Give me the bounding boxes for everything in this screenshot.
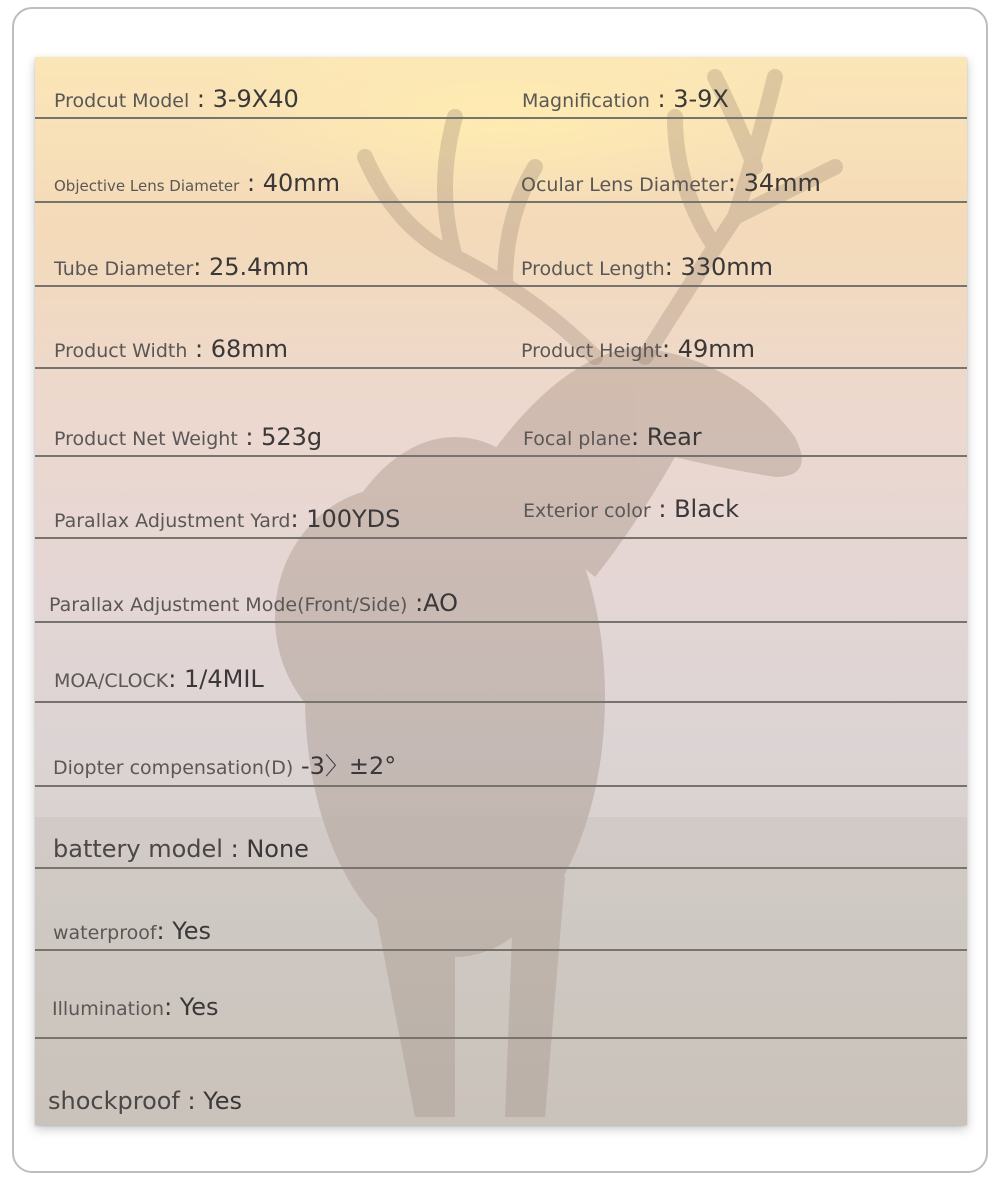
spec-value: 25.4mm xyxy=(208,253,310,281)
spec-label: Illumination xyxy=(52,998,165,1020)
spec-value: Yes xyxy=(179,993,219,1021)
spec-parallax-mode xyxy=(49,589,458,617)
spec-row-7 xyxy=(35,539,967,623)
spec-label: waterproof xyxy=(53,922,157,944)
spec-sep: : xyxy=(407,589,424,617)
spec-width xyxy=(54,335,288,363)
spec-battery xyxy=(53,835,309,863)
spec-label: Objective Lens Diameter xyxy=(54,177,240,195)
spec-sep xyxy=(293,752,301,780)
spec-label: battery model xyxy=(53,835,223,863)
spec-weight xyxy=(54,423,322,451)
spec-value: Yes xyxy=(203,1087,242,1115)
spec-sep: : xyxy=(650,495,675,523)
spec-objective xyxy=(54,169,340,197)
spec-row-13 xyxy=(35,1039,967,1125)
spec-label: shockproof xyxy=(48,1087,180,1115)
spec-sheet xyxy=(35,57,967,1125)
spec-sep: : xyxy=(290,505,307,533)
spec-sep: : xyxy=(727,169,744,197)
spec-label: Tube Diameter xyxy=(54,258,194,280)
spec-label: Diopter compensation(D) xyxy=(53,757,294,779)
spec-label: Parallax Adjustment Mode(Front/Side) xyxy=(49,594,408,616)
spec-row-3 xyxy=(35,203,967,287)
spec-value: Rear xyxy=(646,423,702,451)
spec-value: 40mm xyxy=(262,169,340,197)
spec-row-8 xyxy=(35,623,967,703)
spec-label: Ocular Lens Diameter xyxy=(521,174,728,196)
spec-value: 523g xyxy=(261,423,323,451)
spec-label: Focal plane xyxy=(523,428,631,450)
spec-illumination xyxy=(52,993,219,1021)
spec-sep: : xyxy=(239,169,263,197)
spec-label: Product Length xyxy=(521,258,665,280)
spec-row-4 xyxy=(35,287,967,369)
spec-shockproof xyxy=(48,1087,242,1115)
spec-value: AO xyxy=(423,589,459,617)
spec-row-1 xyxy=(35,57,967,119)
spec-exterior-color xyxy=(523,495,739,523)
spec-sep: : xyxy=(179,1087,204,1115)
spec-diopter xyxy=(53,746,396,781)
spec-row-12 xyxy=(35,951,967,1039)
spec-height xyxy=(521,335,755,363)
spec-sep: : xyxy=(156,917,173,945)
spec-sep: : xyxy=(164,993,180,1021)
spec-label: Product Net Weight xyxy=(54,428,238,450)
spec-row-2 xyxy=(35,119,967,203)
spec-sep: : xyxy=(664,253,681,281)
spec-sep: : xyxy=(222,835,247,863)
spec-value: Black xyxy=(674,495,740,523)
spec-value: 1/4MIL xyxy=(184,665,264,693)
spec-row-11 xyxy=(35,869,967,951)
spec-value: 3-9X xyxy=(673,85,729,113)
spec-sep: : xyxy=(649,85,674,113)
spec-label: Magnification xyxy=(522,90,650,112)
spec-label: MOA/CLOCK xyxy=(54,670,169,692)
spec-label: Product Height xyxy=(521,340,662,362)
spec-magnification xyxy=(522,85,729,113)
spec-label: Product Width xyxy=(54,340,188,362)
spec-value: 49mm xyxy=(677,335,756,363)
spec-sep: : xyxy=(189,85,213,113)
spec-sep: : xyxy=(237,423,262,451)
spec-value: None xyxy=(246,835,309,863)
spec-row-9 xyxy=(35,703,967,787)
spec-parallax-yard xyxy=(54,505,400,533)
spec-ocular xyxy=(521,169,821,197)
spec-value: Yes xyxy=(172,917,211,945)
spec-waterproof xyxy=(53,917,211,945)
spec-value: 3-9X40 xyxy=(212,85,299,113)
spec-sep: : xyxy=(662,335,678,363)
spec-label: Prodcut Model xyxy=(54,90,190,112)
spec-value: 330mm xyxy=(680,253,774,281)
spec-value: 34mm xyxy=(743,169,821,197)
spec-label: Exterior color xyxy=(523,500,651,522)
spec-length xyxy=(521,253,773,281)
spec-model xyxy=(54,85,299,113)
spec-sep: : xyxy=(631,423,647,451)
spec-row-6 xyxy=(35,457,967,539)
spec-sep: : xyxy=(193,253,209,281)
spec-row-10 xyxy=(35,787,967,869)
spec-sep: : xyxy=(168,665,184,693)
spec-focal-plane xyxy=(523,423,702,451)
spec-row-5 xyxy=(35,369,967,457)
spec-label: Parallax Adjustment Yard xyxy=(54,510,291,532)
spec-value: 68mm xyxy=(210,335,289,363)
spec-sep: : xyxy=(187,335,211,363)
spec-value: 100YDS xyxy=(306,505,401,533)
spec-tube xyxy=(54,253,309,281)
spec-moa-clock xyxy=(54,665,264,693)
spec-value: -3〉±2° xyxy=(301,752,397,780)
